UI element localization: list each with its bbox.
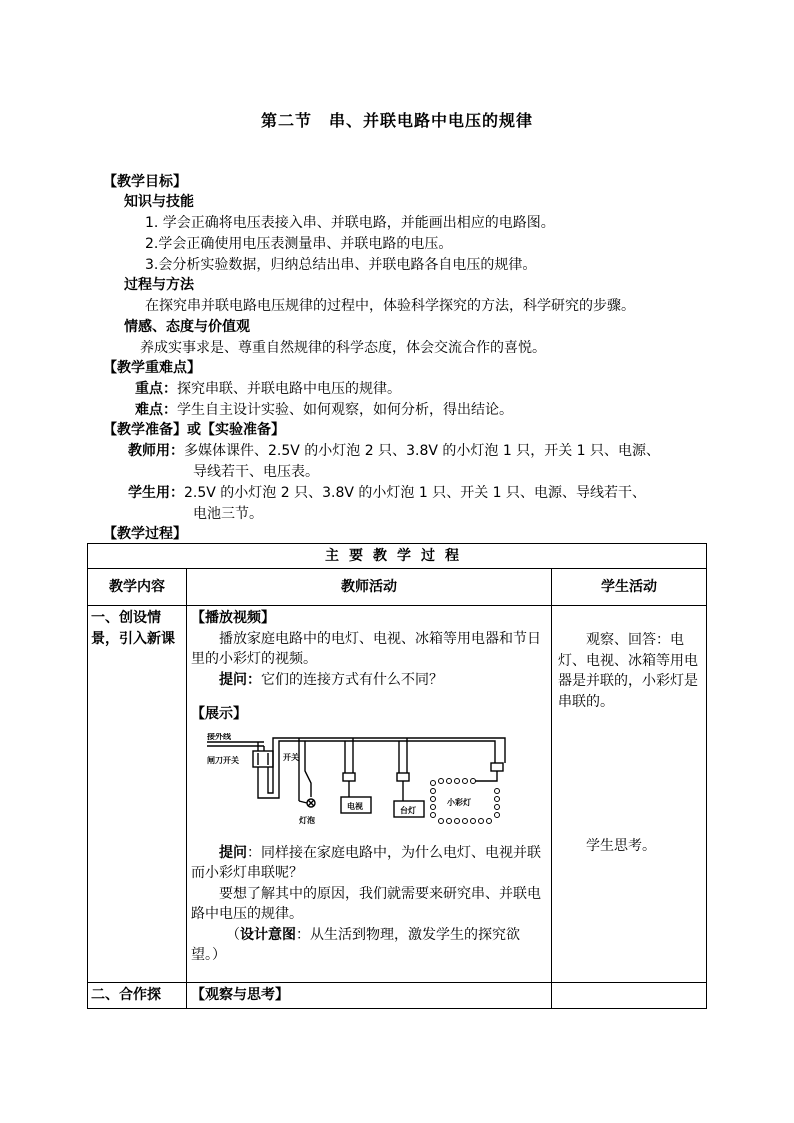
label-incoming: 接外线 (207, 732, 231, 741)
label-switch: 开关 (283, 752, 299, 762)
row2-student (552, 983, 707, 1009)
teacher-prep-line2: 导线若干、电压表。 (193, 464, 319, 480)
question2-label: 提问 (219, 844, 247, 861)
focus-line (135, 379, 401, 399)
student-prep-line2: 电池三节。 (193, 506, 263, 522)
teaching-process-table (87, 543, 707, 1009)
row1-content: 一、创设情景，引入新课 (88, 606, 187, 983)
table-row (88, 983, 707, 1009)
page-title: 第二节 串、并联电路中电压的规律 (260, 111, 533, 130)
difficulty-label: 难点： (135, 402, 177, 418)
difficulty-line (135, 400, 513, 420)
label-lamp: 台灯 (400, 805, 416, 815)
label-string-lights: 小彩灯 (447, 797, 471, 807)
focus-text: 探究串联、并联电路中电压的规律。 (177, 381, 401, 397)
key-points-heading: 【教学重难点】 (103, 360, 201, 376)
question1-text: 它们的连接方式有什么不同？ (261, 671, 443, 688)
focus-label: 重点： (135, 381, 177, 397)
teacher-prep-label: 教师用： (128, 443, 184, 459)
student-prep-label: 学生用： (128, 485, 184, 501)
process-text: 在探究串并联电路电压规律的过程中，体验科学探究的方法，科学研究的步骤。 (145, 298, 635, 314)
col-header-content: 教学内容 (88, 569, 187, 606)
table-row (88, 606, 707, 983)
student-answer: 观察、回答：电灯、电视、冰箱等用电器是并联的，小彩灯是串联的。 (558, 632, 698, 710)
design-text: ：从生活到物理，激发学生的探究欲望。） (191, 926, 520, 963)
col-header-student: 学生活动 (552, 569, 707, 606)
label-tv: 电视 (347, 801, 363, 811)
student-think: 学生思考。 (586, 838, 656, 854)
preparation-heading: 【教学准备】或【实验准备】 (103, 422, 285, 438)
row2-content: 二、合作探 (88, 983, 187, 1009)
row1-student (552, 606, 707, 983)
question2 (191, 843, 547, 884)
student-prep-line1 (128, 483, 646, 503)
knowledge-item-2: 2.学会正确使用电压表测量串、并联电路的电压。 (145, 236, 453, 252)
teacher-prep-line1 (128, 441, 660, 461)
teaching-process-heading: 【教学过程】 (103, 526, 187, 542)
row2-teacher: 【观察与思考】 (187, 983, 552, 1009)
knowledge-item-3: 3.会分析实验数据，归纳总结出串、并联电路各自电压的规律。 (145, 257, 537, 273)
label-knife-switch: 闸刀开关 (207, 755, 239, 765)
knowledge-item-1: 1. 学会正确将电压表接入串、并联电路，并能画出相应的电路图。 (145, 215, 555, 231)
label-bulb: 灯泡 (299, 815, 315, 825)
emotion-text: 养成实事求是、尊重自然规律的科学态度，体会交流合作的喜悦。 (140, 340, 546, 356)
question1 (191, 670, 547, 691)
design-label: 设计意图 (240, 926, 296, 943)
teacher-prep-text1: 多媒体课件、2.5V 的小灯泡 2 只、3.8V 的小灯泡 1 只，开关 1 只、电源、 (184, 443, 661, 459)
student-prep-text1: 2.5V 的小灯泡 2 只、3.8V 的小灯泡 1 只、开关 1 只、电源、导线若干、 (184, 485, 647, 501)
knowledge-heading: 知识与技能 (124, 194, 194, 210)
difficulty-text: 学生自主设计实验、如何观察，如何分析，得出结论。 (177, 402, 513, 418)
video-text: 播放家庭电路中的电灯、电视、冰箱等用电器和节日里的小彩灯的视频。 (191, 630, 541, 667)
question1-label: 提问： (219, 671, 261, 688)
lead-text: 要想了解其中的原因，我们就需要来研究串、并联电路中电压的规律。 (191, 885, 541, 922)
process-heading: 过程与方法 (124, 277, 194, 293)
objectives-heading: 【教学目标】 (103, 174, 187, 190)
design-intent (191, 925, 547, 966)
show-heading: 【展示】 (191, 706, 247, 722)
emotion-heading: 情感、态度与价值观 (124, 319, 250, 335)
household-circuit-diagram (207, 733, 512, 833)
design-open: （ (226, 926, 240, 943)
video-heading: 【播放视频】 (191, 610, 275, 626)
question2-text: ：同样接在家庭电路中，为什么电灯、电视并联而小彩灯串联呢？ (191, 844, 541, 881)
row1-teacher (187, 606, 552, 983)
col-header-teacher: 教师活动 (187, 569, 552, 606)
table-main-header: 主要教学过程 (88, 544, 707, 569)
